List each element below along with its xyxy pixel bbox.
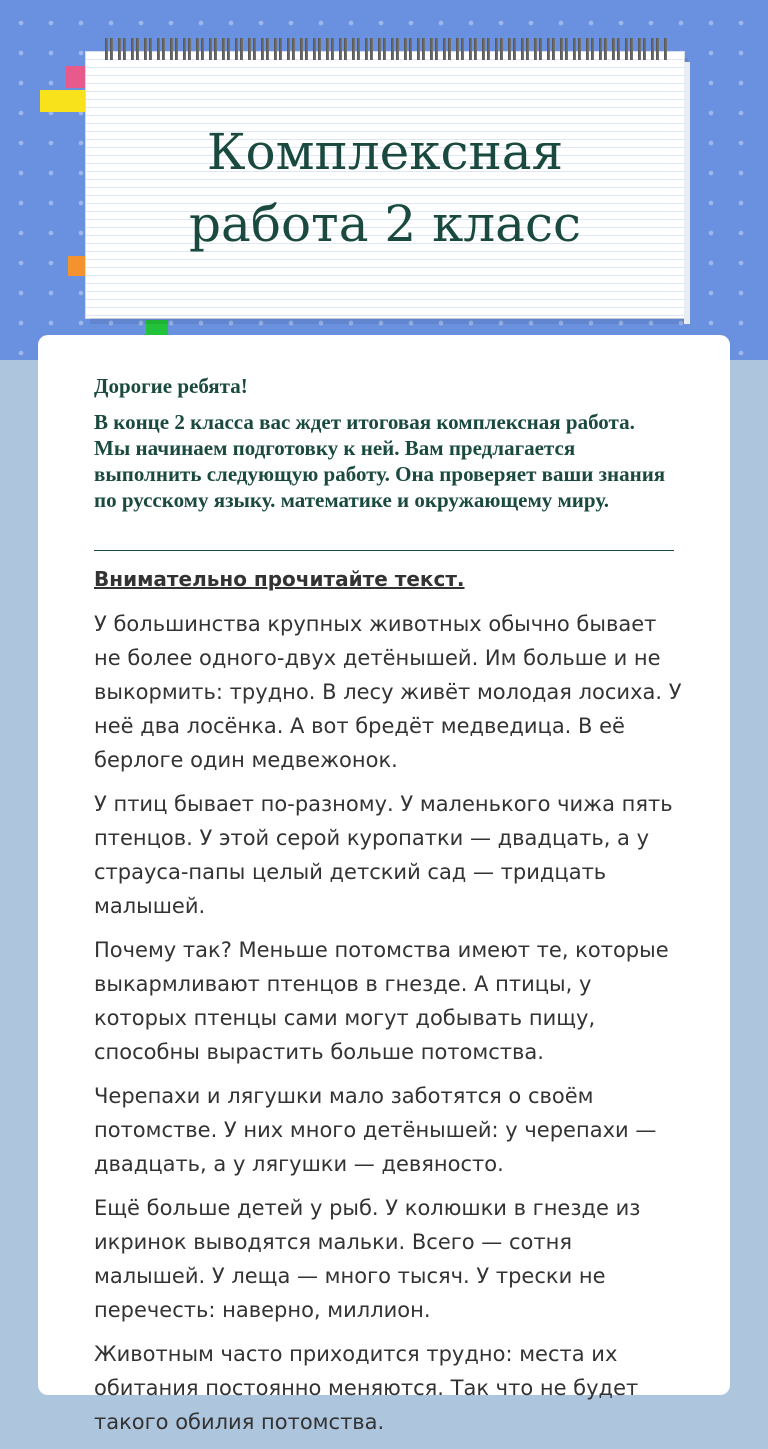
story-paragraph: У большинства крупных животных обычно бывает не более одного-двух детёнышей. Им больше и не выкормить: трудно. В лесу живёт молодая лосиха. У неё два лосёнка. А вот бредёт медведица. В её берлоге один медвежонок. (94, 612, 682, 772)
story-paragraph: Ещё больше детей у рыб. У колюшки в гнезде из икринок выводятся мальки. Всего — сотня малышей. У леща — много тысяч. У трески не перечесть: наверно, миллион. (94, 1196, 641, 1322)
worksheet-card (38, 335, 730, 1434)
divider (94, 550, 674, 551)
story-text (94, 607, 684, 1449)
spiral-binding-icon (102, 38, 668, 60)
story-paragraph: У птиц бывает по-разному. У маленького чижа пять птенцов. У этой серой куропатки — двадцать, а у страуса-папы целый детский сад — тридцать малышей. (94, 792, 673, 918)
story-paragraph: Животным часто приходится трудно: места их обитания постоянно меняются. Так что не будет такого обилия потомства. (94, 1342, 639, 1434)
story-paragraph: Почему так? Меньше потомства имеют те, которые выкармливают птенцов в гнезде. А птицы, у которых птенцы сами могут добывать пищу, способны вырастить больше потомства. (94, 938, 669, 1064)
story-paragraph: Черепахи и лягушки мало заботятся о своём потомстве. У них много детёнышей: у черепахи — двадцать, а у лягушки — девяносто. (94, 1084, 657, 1176)
section-title: Внимательно прочитайте текст. (94, 567, 465, 591)
intro-block (94, 373, 674, 513)
notebook-paper (86, 52, 684, 318)
page-title: Комплексная работа 2 класс (189, 123, 581, 253)
greeting-text: Дорогие ребята! (94, 374, 248, 398)
header-banner (0, 0, 768, 360)
intro-text: В конце 2 класса вас ждет итоговая комплексная работа. Мы начинаем подготовку к ней. Вам предлагается выполнить следующую работу. Она проверяет ваши знания по русскому языку. математике и окружающему миру. (94, 410, 666, 512)
